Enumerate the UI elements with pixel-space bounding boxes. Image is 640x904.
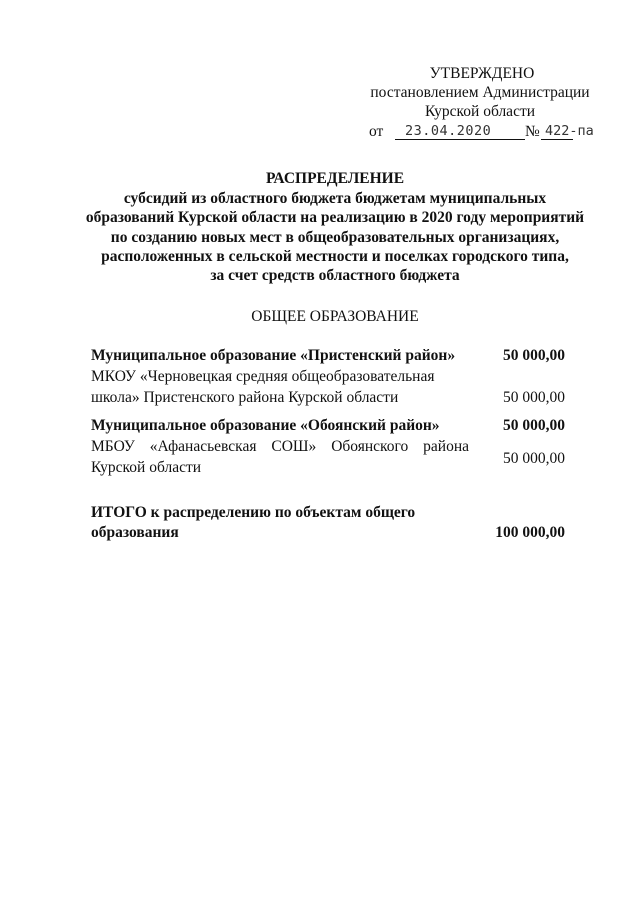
municipality-name: Муниципальное образование «Обоянский район» bbox=[91, 417, 440, 434]
approval-line-2: постановлением Администрации bbox=[370, 84, 590, 101]
organization-row bbox=[91, 387, 565, 408]
municipality-entry bbox=[91, 415, 565, 478]
approval-date-row bbox=[355, 122, 605, 144]
municipality-row bbox=[91, 345, 565, 366]
title-line: по созданию новых мест в общеобразовательных организациях, bbox=[110, 228, 560, 246]
total-row bbox=[91, 503, 565, 543]
approval-number: 422-па bbox=[545, 123, 594, 139]
title-heading: РАСПРЕДЕЛЕНИЕ bbox=[265, 170, 405, 187]
approval-line-3: Курской области bbox=[424, 103, 536, 120]
total-amount: 100 000,00 bbox=[495, 524, 565, 541]
total-label-line: ИТОГО к распределению по объектам общего bbox=[91, 504, 416, 521]
municipality-entry bbox=[91, 345, 565, 408]
municipality-amount: 50 000,00 bbox=[503, 347, 565, 364]
total-label-line: образования bbox=[91, 524, 179, 541]
approval-stamp bbox=[355, 64, 605, 144]
number-prefix: № bbox=[525, 123, 540, 140]
municipality-amount: 50 000,00 bbox=[503, 417, 565, 434]
document-title bbox=[70, 169, 600, 285]
organization-line: Курской области bbox=[91, 459, 202, 476]
approval-date: 23.04.2020 bbox=[405, 123, 492, 139]
organization-amount: 50 000,00 bbox=[503, 389, 565, 406]
title-line: за счет средств областного бюджета bbox=[210, 267, 460, 285]
section-heading: ОБЩЕЕ ОБРАЗОВАНИЕ bbox=[251, 308, 419, 325]
title-line: субсидий из областного бюджета бюджетам муниципальных bbox=[123, 190, 547, 208]
municipality-name: Муниципальное образование «Пристенский район» bbox=[91, 347, 456, 364]
municipality-row bbox=[91, 415, 565, 436]
organization-line: МБОУ «Афанасьевская СОШ» Обоянского района bbox=[91, 438, 469, 455]
title-line: образований Курской области на реализацию в 2020 году мероприятий bbox=[85, 209, 585, 227]
date-prefix: от bbox=[369, 123, 384, 140]
approval-title: УТВЕРЖДЕНО bbox=[429, 65, 535, 82]
organization-amount: 50 000,00 bbox=[503, 450, 565, 467]
organization-row bbox=[91, 450, 565, 478]
organization-line: МКОУ «Черновецкая средняя общеобразовательная bbox=[91, 368, 435, 385]
title-line: расположенных в сельской местности и поселках городского типа, bbox=[101, 247, 569, 265]
organization-row bbox=[91, 436, 565, 457]
organization-line: школа» Пристенского района Курской области bbox=[91, 389, 399, 406]
